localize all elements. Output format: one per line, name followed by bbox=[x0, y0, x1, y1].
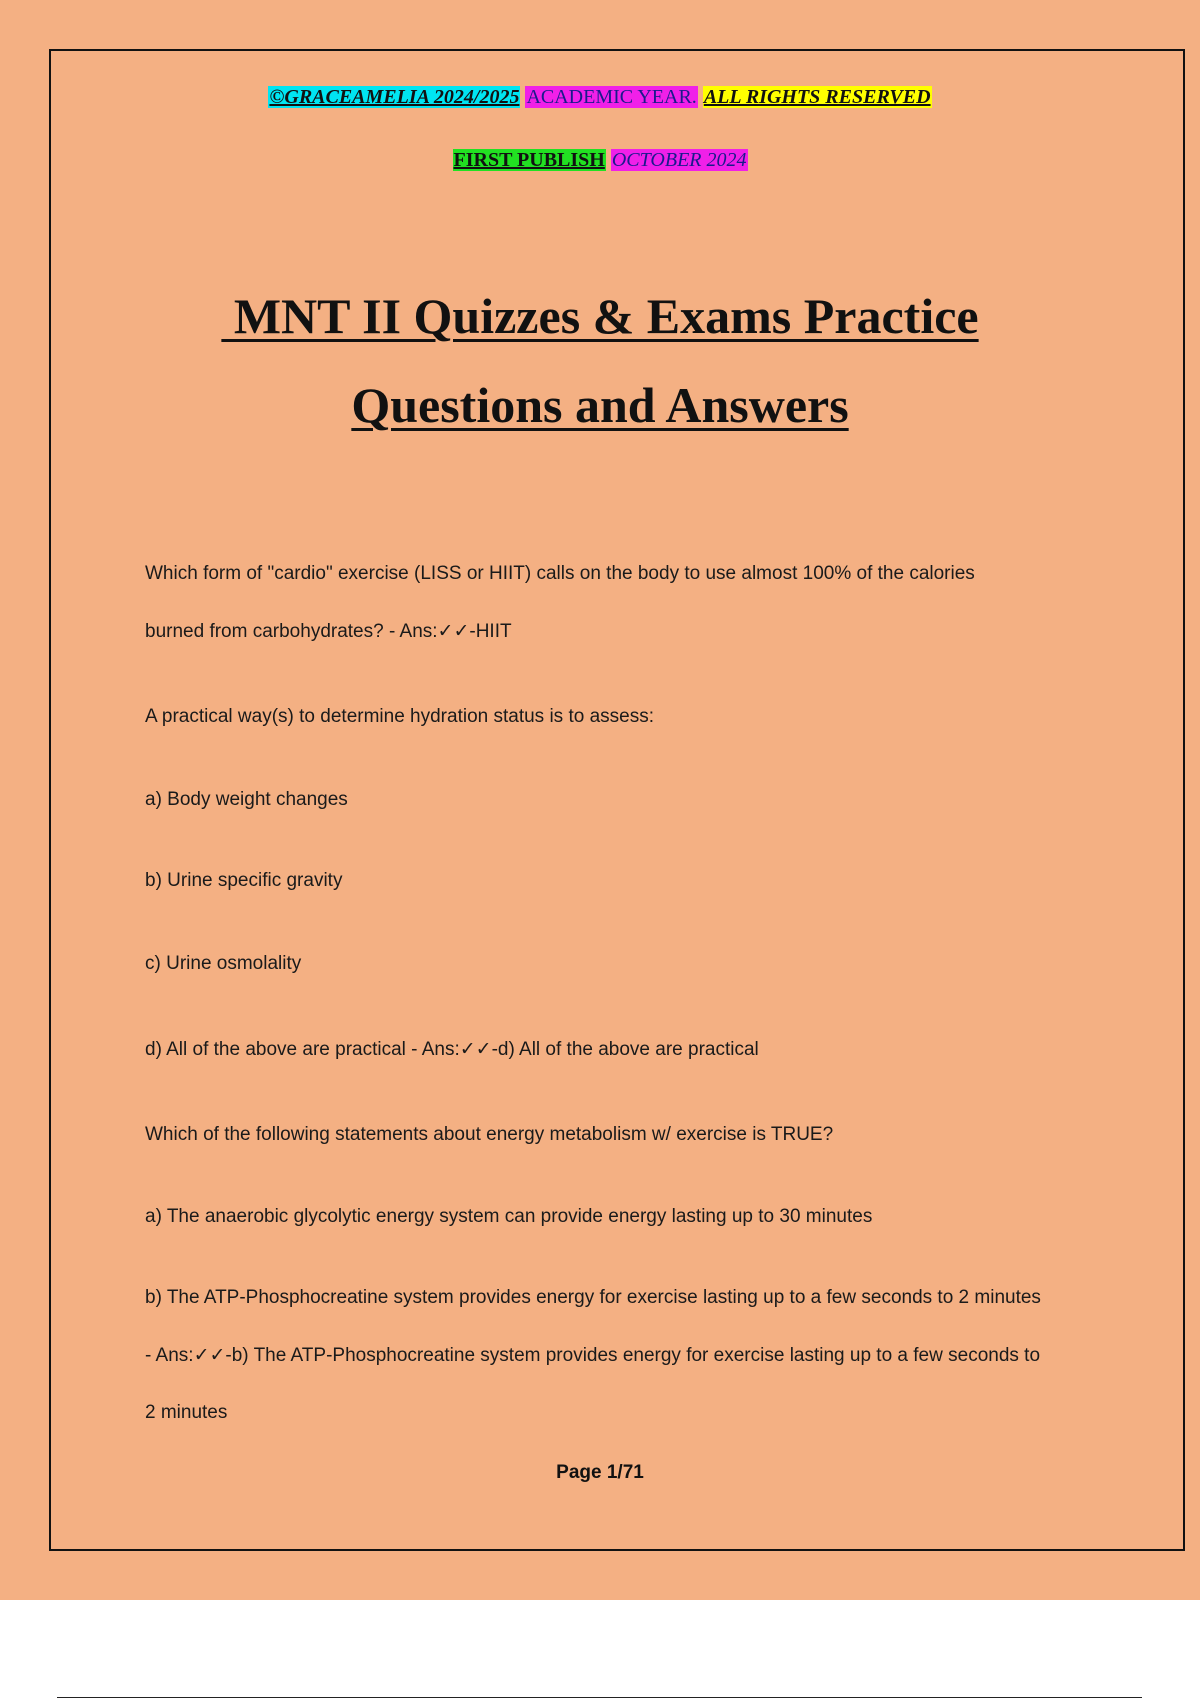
question-text: A practical way(s) to determine hydration status is to assess: bbox=[145, 706, 654, 727]
answer-text: burned from carbohydrates? - Ans:✓✓-HIIT bbox=[145, 621, 512, 642]
academic-year-label: ACADEMIC YEAR. bbox=[526, 86, 697, 108]
answer-text: - Ans:✓✓-b) The ATP-Phosphocreatine system provides energy for exercise lasting up to a few seconds to bbox=[145, 1345, 1041, 1366]
page-number: Page 1/71 bbox=[556, 1462, 644, 1483]
rights-reserved-label: ALL RIGHTS RESERVED bbox=[703, 86, 931, 108]
option-text: a) The anaerobic glycolytic energy system can provide energy lasting up to 30 minutes bbox=[145, 1206, 873, 1227]
document-title-line-1: MNT II Quizzes & Exams Practice bbox=[221, 288, 979, 344]
next-page-divider bbox=[57, 1697, 1142, 1698]
answer-text: d) All of the above are practical - Ans:✓✓-d) All of the above are practical bbox=[145, 1039, 759, 1060]
publish-header bbox=[0, 148, 1200, 172]
question-text: Which form of "cardio" exercise (LISS or HIIT) calls on the body to use almost 100% of the calories bbox=[145, 563, 975, 584]
document-title-line-2: Questions and Answers bbox=[351, 377, 849, 433]
first-publish-label: FIRST PUBLISH bbox=[453, 149, 605, 171]
option-text: b) The ATP-Phosphocreatine system provides energy for exercise lasting up to a few seconds to 2 minutes bbox=[145, 1287, 1041, 1308]
copyright-label: ©GRACEAMELIA 2024/2025 bbox=[269, 86, 520, 108]
answer-text: 2 minutes bbox=[145, 1402, 228, 1423]
option-text: b) Urine specific gravity bbox=[145, 870, 343, 891]
copyright-header bbox=[0, 85, 1200, 109]
publish-date-label: OCTOBER 2024 bbox=[611, 149, 747, 171]
option-text: c) Urine osmolality bbox=[145, 953, 302, 974]
question-text: Which of the following statements about energy metabolism w/ exercise is TRUE? bbox=[145, 1124, 834, 1145]
option-text: a) Body weight changes bbox=[145, 789, 348, 810]
